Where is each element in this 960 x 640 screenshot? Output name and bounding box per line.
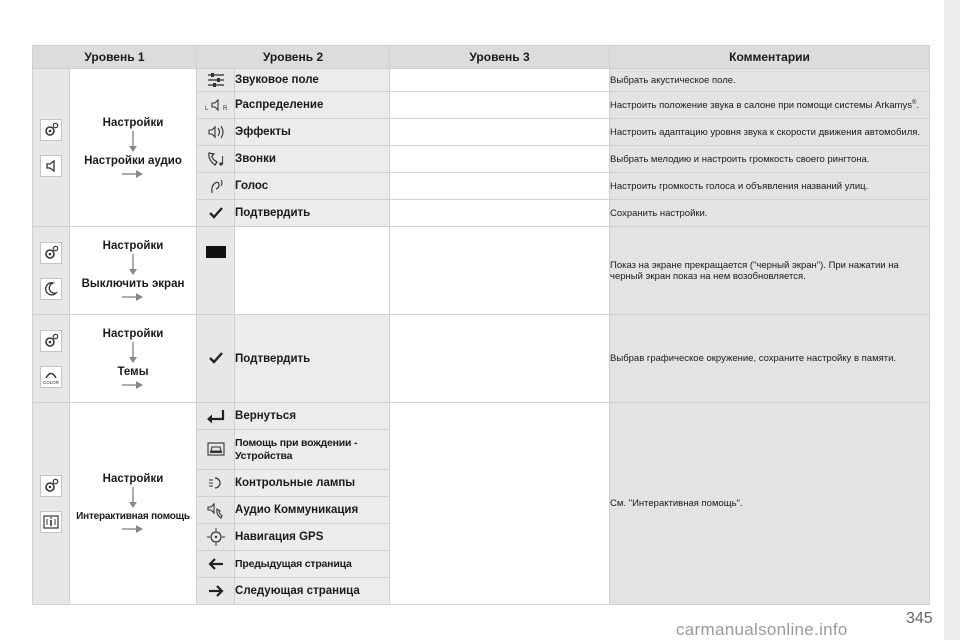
arrow-right-small-icon: [122, 169, 144, 179]
svg-text:R: R: [222, 105, 227, 112]
table-row: [33, 403, 930, 430]
arrow-left-icon: [207, 557, 225, 571]
comment-voice: Настроить громкость голоса и объявления названий улиц.: [610, 173, 930, 200]
gear-icon[interactable]: [40, 330, 62, 352]
audio-phone-icon: [205, 501, 227, 519]
page-number: 345: [906, 610, 933, 627]
color-theme-label: COLOR: [42, 379, 60, 385]
option-rings[interactable]: Звонки: [235, 146, 390, 173]
voice-icon: [206, 177, 226, 195]
arrow-right-small-icon: [122, 292, 144, 302]
header-level-3: Уровень 3: [390, 46, 610, 69]
gear-icon[interactable]: [40, 475, 62, 497]
svg-text:L: L: [204, 105, 208, 112]
arrow-right-icon: [207, 584, 225, 598]
arrow-down-icon: [128, 342, 138, 364]
option-back[interactable]: Вернуться: [235, 403, 390, 430]
level2-settings-label: Настройки: [102, 327, 164, 340]
option-audio-communication[interactable]: Аудио Коммуникация: [235, 497, 390, 524]
header-level-1: Уровень 1: [33, 46, 197, 69]
table-row: [33, 69, 930, 92]
option-previous-page[interactable]: Предыдущая страница: [235, 551, 390, 578]
car-front-icon: [206, 441, 226, 457]
option-next-page[interactable]: Следующая страница: [235, 578, 390, 605]
level2-settings-label: Настройки: [102, 239, 164, 252]
comment-screen-off: Показ на экране прекращается ("черный экран"). При нажатии на черный экран показ на нем возобновляется.: [610, 227, 930, 315]
level2-settings-label: Настройки: [102, 473, 164, 485]
option-warning-lamps[interactable]: Контрольные лампы: [235, 470, 390, 497]
option-distribution[interactable]: Распределение: [235, 92, 390, 119]
table-header-row: [33, 46, 930, 69]
level2-audio-settings-label: Настройки аудио: [84, 154, 182, 167]
arrow-right-small-icon: [122, 524, 144, 534]
comment-confirm-audio: Сохранить настройки.: [610, 200, 930, 227]
sliders-icon: [206, 72, 226, 88]
level1-icons-help: [33, 403, 70, 605]
comment-distribution: Настроить положение звука в салоне при помощи системы Arkamys®.: [610, 92, 930, 119]
level2-audio: [70, 69, 197, 227]
settings-menu-table: [32, 45, 930, 605]
level1-icons-themes: [33, 315, 70, 403]
level1-icons-screen-off: [33, 227, 70, 315]
level2-screen-off: [70, 227, 197, 315]
gear-icon[interactable]: [40, 242, 62, 264]
comment-help: См. "Интерактивная помощь".: [610, 403, 930, 605]
arrow-down-icon: [128, 487, 138, 509]
speaker-icon[interactable]: [40, 155, 62, 177]
level2-screen-off-label: Выключить экран: [81, 277, 185, 290]
header-level-2: Уровень 2: [197, 46, 390, 69]
option-effects[interactable]: Эффекты: [235, 119, 390, 146]
arrow-down-icon: [128, 131, 138, 153]
arrow-down-icon: [128, 254, 138, 276]
level2-help: [70, 403, 197, 605]
level2-themes-label: Темы: [117, 365, 149, 378]
black-screen-icon[interactable]: [206, 246, 226, 258]
table-row: [33, 315, 930, 403]
option-sound-field[interactable]: Звуковое поле: [235, 69, 390, 92]
moon-icon[interactable]: [40, 278, 62, 300]
comment-sound-field: Выбрать акустическое поле.: [610, 69, 930, 92]
level1-icons-audio: [33, 69, 70, 227]
level2-themes: [70, 315, 197, 403]
level2-help-label: Интерактивная помощь: [76, 511, 190, 522]
option-driving-assist[interactable]: Помощь при вождении - Устройства: [235, 430, 390, 470]
comment-effects: Настроить адаптацию уровня звука к скорости движения автомобиля.: [610, 119, 930, 146]
return-icon: [206, 408, 226, 424]
warning-lamp-icon: [206, 475, 226, 491]
header-comments: Комментарии: [610, 46, 930, 69]
color-theme-icon[interactable]: [40, 366, 62, 388]
checkmark-icon: [208, 351, 224, 365]
checkmark-icon: [208, 206, 224, 220]
option-confirm-audio[interactable]: Подтвердить: [235, 200, 390, 227]
gear-icon[interactable]: [40, 119, 62, 141]
info-book-icon[interactable]: [40, 511, 62, 533]
comment-rings: Выбрать мелодию и настроить громкость своего рингтона.: [610, 146, 930, 173]
gps-icon: [205, 527, 227, 547]
option-confirm-theme[interactable]: Подтвердить: [235, 315, 390, 403]
sound-effects-icon: [205, 124, 227, 140]
option-voice[interactable]: Голос: [235, 173, 390, 200]
comment-themes: Выбрав графическое окружение, сохраните настройку в памяти.: [610, 315, 930, 403]
watermark: carmanualsonline.info: [676, 620, 848, 639]
option-gps-navigation[interactable]: Навигация GPS: [235, 524, 390, 551]
speaker-lr-icon: [204, 97, 228, 113]
level2-settings-label: Настройки: [102, 116, 164, 129]
page-edge-bar: [944, 0, 960, 640]
arrow-right-small-icon: [122, 380, 144, 390]
table-row: [33, 227, 930, 315]
phone-ring-icon: [206, 150, 226, 168]
